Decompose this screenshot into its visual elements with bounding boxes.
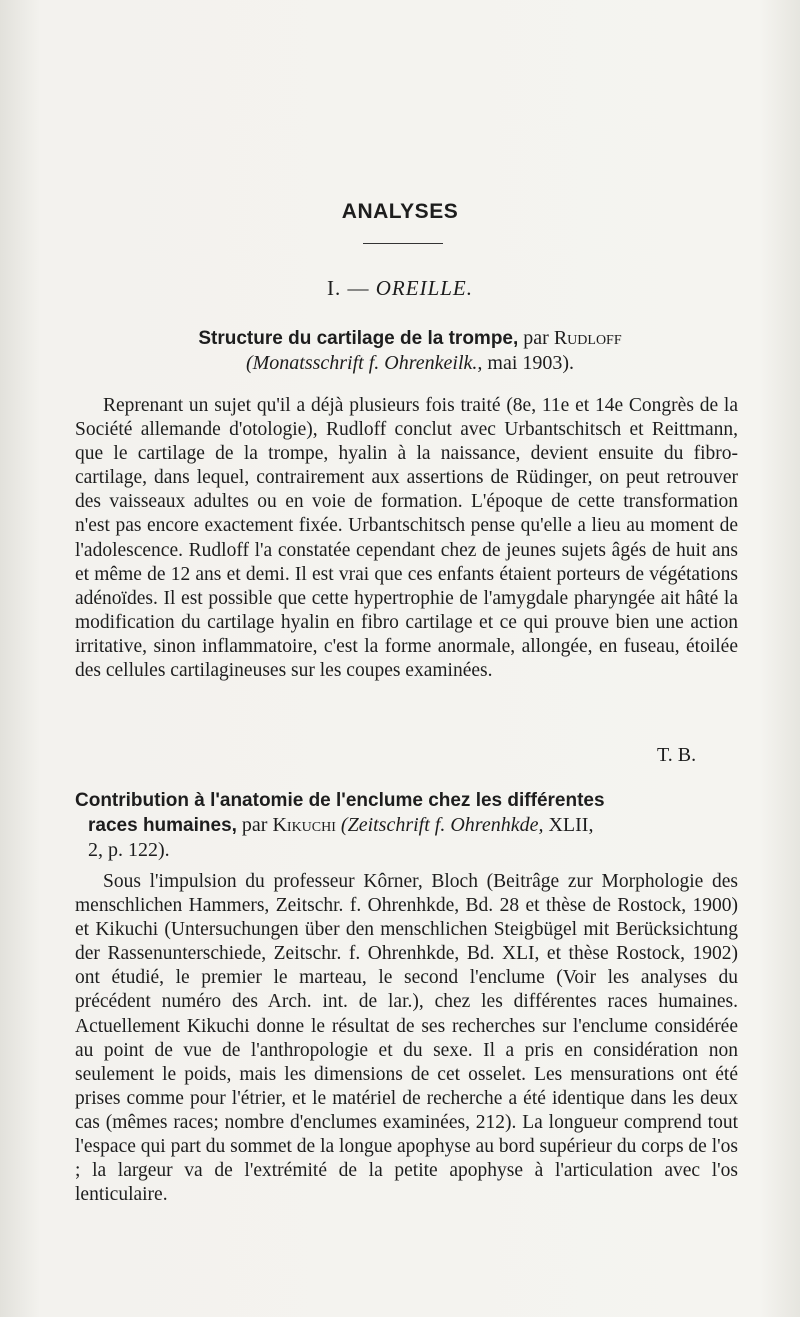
article2-author: Kikuchi — [272, 814, 336, 836]
article2-volume: XLII, — [548, 814, 594, 836]
article2-by: par — [241, 814, 268, 836]
subsection-name: OREILLE. — [375, 276, 473, 300]
article2-pages: 2, p. 122). — [88, 839, 170, 861]
article1-heading — [75, 326, 745, 376]
article1-by: par — [523, 327, 549, 349]
title-rule — [363, 243, 443, 244]
article1-title: Structure du cartilage de la trompe, — [198, 328, 519, 349]
article1-author: Rudloff — [553, 327, 622, 349]
article2-title-line2: races humaines, — [88, 815, 237, 836]
subsection-heading — [0, 276, 800, 301]
article1-signature: T. B. — [657, 744, 697, 766]
article1-date: mai 1903). — [487, 352, 575, 374]
article2-heading-continued — [75, 813, 745, 863]
article1-source: (Monatsschrift f. Ohrenkeilk., — [245, 352, 483, 374]
subsection-number: I. — — [327, 276, 370, 300]
article2-body: Sous l'impulsion du professeur Kôrner, Bloch (Beitrâge zur Morphologie des menschlichen Hammers, Zeitschr. f. Ohrenhkde, Bd. 28 et thèse de Rostock, 1900) et Kikuchi (Untersuchungen über den menschlichen Steigbügel mit Berücksichtung der Rassenunterschiede, Zeitschr. f. Ohrenhkde, Bd. XLI, et thèse Rostock, 1902) ont étudié, le premier le marteau, le second l'enclume (Voir les analyses du précédent numéro des Arch. int. de lar.), chez les différentes races humaines. Actuellement Kikuchi donne le résultat de ses recherches sur l'enclume considérée au point de vue de l'anthropologie et du sexe. Il a pris en considération non seulement le poids, mais les dimensions de cet osselet. Les mensurations ont été prises comme pour l'étrier, et le matériel de recherche a été identique dans les deux cas (mêmes races; nombre d'enclumes examinées, 212). La longueur comprend tout l'espace qui part du sommet de la longue apophyse au bord supérieur du corps de l'os ; la largeur va de l'extrémité de la petite apophyse à l'articulation avec l'os lenticulaire. — [75, 871, 738, 1206]
article2-title-line1: Contribution à l'anatomie de l'enclume chez les différentes — [75, 790, 605, 811]
article2-source: (Zeitschrift f. Ohrenhkde, — [340, 814, 544, 836]
article1-body: Reprenant un sujet qu'il a déjà plusieurs fois traité (8e, 11e et 14e Congrès de la Société allemande d'otologie), Rudloff conclut avec Urbantschitsch et Reittmann, que le cartilage de la trompe, hyalin à la naissance, devient ensuite du fibro-cartilage, dans lequel, contrairement aux assertions de Rüdinger, on peut retrouver des vaisseaux adultes ou en voie de formation. L'époque de cette transformation n'est pas encore exactement fixée. Urbantschitsch pense qu'elle a lieu au moment de l'adolescence. Rudloff l'a constatée cependant chez de jeunes sujets âgés de huit ans et même de 12 ans et demi. Il est vrai que ces enfants étaient porteurs de végétations adénoïdes. Il est possible que cette hypertrophie de l'amygdale pharyngée ait hâté la modification du cartilage hyalin en fibro cartilage et ce qui prouve bien une action irritative, sinon inflammatoire, c'est la forme anormale, allongée, en fuseau, étoilée des cellules cartilagineuses sur les coupes examinées. — [75, 395, 738, 682]
section-title: ANALYSES — [341, 200, 459, 223]
article2-heading — [75, 788, 745, 863]
